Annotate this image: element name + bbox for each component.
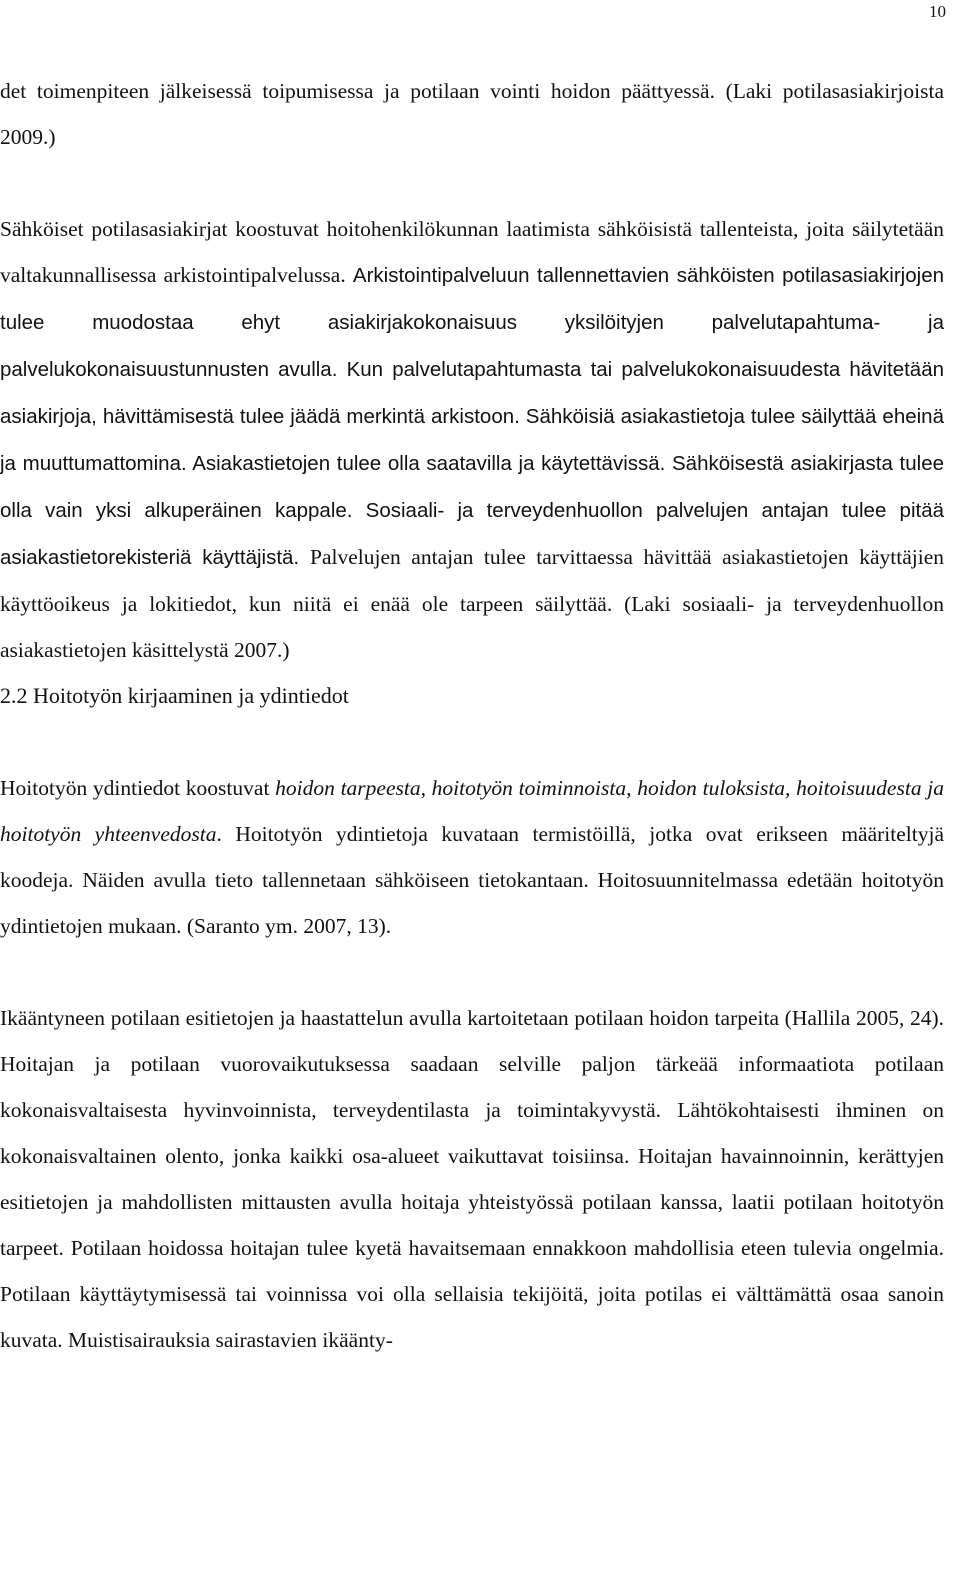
paragraph-core-data-italic: hoidon tarpeesta, hoitotyön toiminnoista, hoidon tuloksista, hoitoisuudesta ja hoitotyön yhteenvedosta	[0, 776, 945, 846]
paragraph-core-data-rest: . Hoitotyön ydintietoja kuvataan termistöillä, jotka ovat erikseen määriteltyjä koodeja. Näiden avulla tieto tallennetaan sähköiseen tietokantaan. Hoitosuunnitelmassa edetään hoitotyön ydintietojen mukaan. (Saranto ym. 2007, 13).	[0, 822, 944, 938]
paragraph-law-citation: det toimenpiteen jälkeisessä toipumisessa ja potilaan vointi hoidon päättyessä. (Laki potilasasiakirjoista 2009.)	[0, 79, 944, 149]
paragraph-electronic-records-part2: Arkistointipalveluun tallennettavien sähköisten potilasasiakirjojen tulee muodostaa ehyt asiakirjakokonaisuus yksilöityjen palvelutapahtuma- ja palvelukokonaisuustunnusten avulla.	[0, 264, 944, 381]
page-number: 10	[929, 2, 946, 21]
paragraph-core-data	[0, 765, 944, 949]
section-heading: 2.2 Hoitotyön kirjaaminen ja ydintiedot	[0, 683, 349, 708]
paragraph-electronic-records-part1: Sähköiset potilasasiakirjat koostuvat hoitohenkilökunnan laatimista sähköisistä tallenteista, joita säilytetään valtakunnallisessa arkistointipalvelussa.	[0, 217, 944, 287]
paragraph-elderly-patient: Ikääntyneen potilaan esitietojen ja haastattelun avulla kartoitetaan potilaan hoidon tarpeita (Hallila 2005, 24). Hoitajan ja potilaan vuorovaikutuksessa saadaan selville paljon tärkeää informaatiota potilaan kokonaisvaltaisesta hyvinvoinnista, terveydentilasta ja toimintakyvystä. Lähtökohtaisesti ihminen on kokonaisvaltainen olento, jonka kaikki osa-alueet vaikuttavat toisiinsa. Hoitajan havainnoinnin, kerättyjen esitietojen ja mahdollisten mittausten avulla hoitaja yhteistyössä potilaan kanssa, laatii potilaan hoitotyön tarpeet. Potilaan hoidossa hoitajan tulee kyetä havaitsemaan ennakkoon mahdollisia eteen tulevia ongelmia. Potilaan käyttäytymisessä tai voinnissa voi olla sellaisia tekijöitä, joita potilas ei välttämättä osaa sanoin kuvata. Muistisairauksia sairastavien ikäänty-	[0, 1006, 944, 1352]
paragraph-core-data-lead: Hoitotyön ydintiedot koostuvat	[0, 776, 276, 800]
paragraph-electronic-records-part3: Kun palvelutapahtumasta tai palvelukokonaisuudesta hävitetään asiakirjoja, hävittämisestä tulee jäädä merkintä arkistoon. Sähköisiä asiakastietoja tulee säilyttää eheinä ja muuttumattomina. Asiakastietojen tulee olla saatavilla ja käytettävissä. Sähköisestä asiakirjasta tulee olla vain yksi alkuperäinen kappale. Sosiaali- ja terveydenhuollon palvelujen antajan tulee pitää asiakastietorekisteriä käyttäjistä.	[0, 358, 944, 569]
document-body	[0, 68, 944, 1363]
paragraph-electronic-records-part4: Palvelujen antajan tulee tarvittaessa hävittää asiakastietojen käyttäjien käyttöoikeus ja lokitiedot, kun niitä ei enää ole tarpeen säilyttää. (Laki sosiaali- ja terveydenhuollon asiakastietojen käsittelystä 2007.)	[0, 545, 944, 662]
paragraph-electronic-records	[0, 206, 944, 673]
